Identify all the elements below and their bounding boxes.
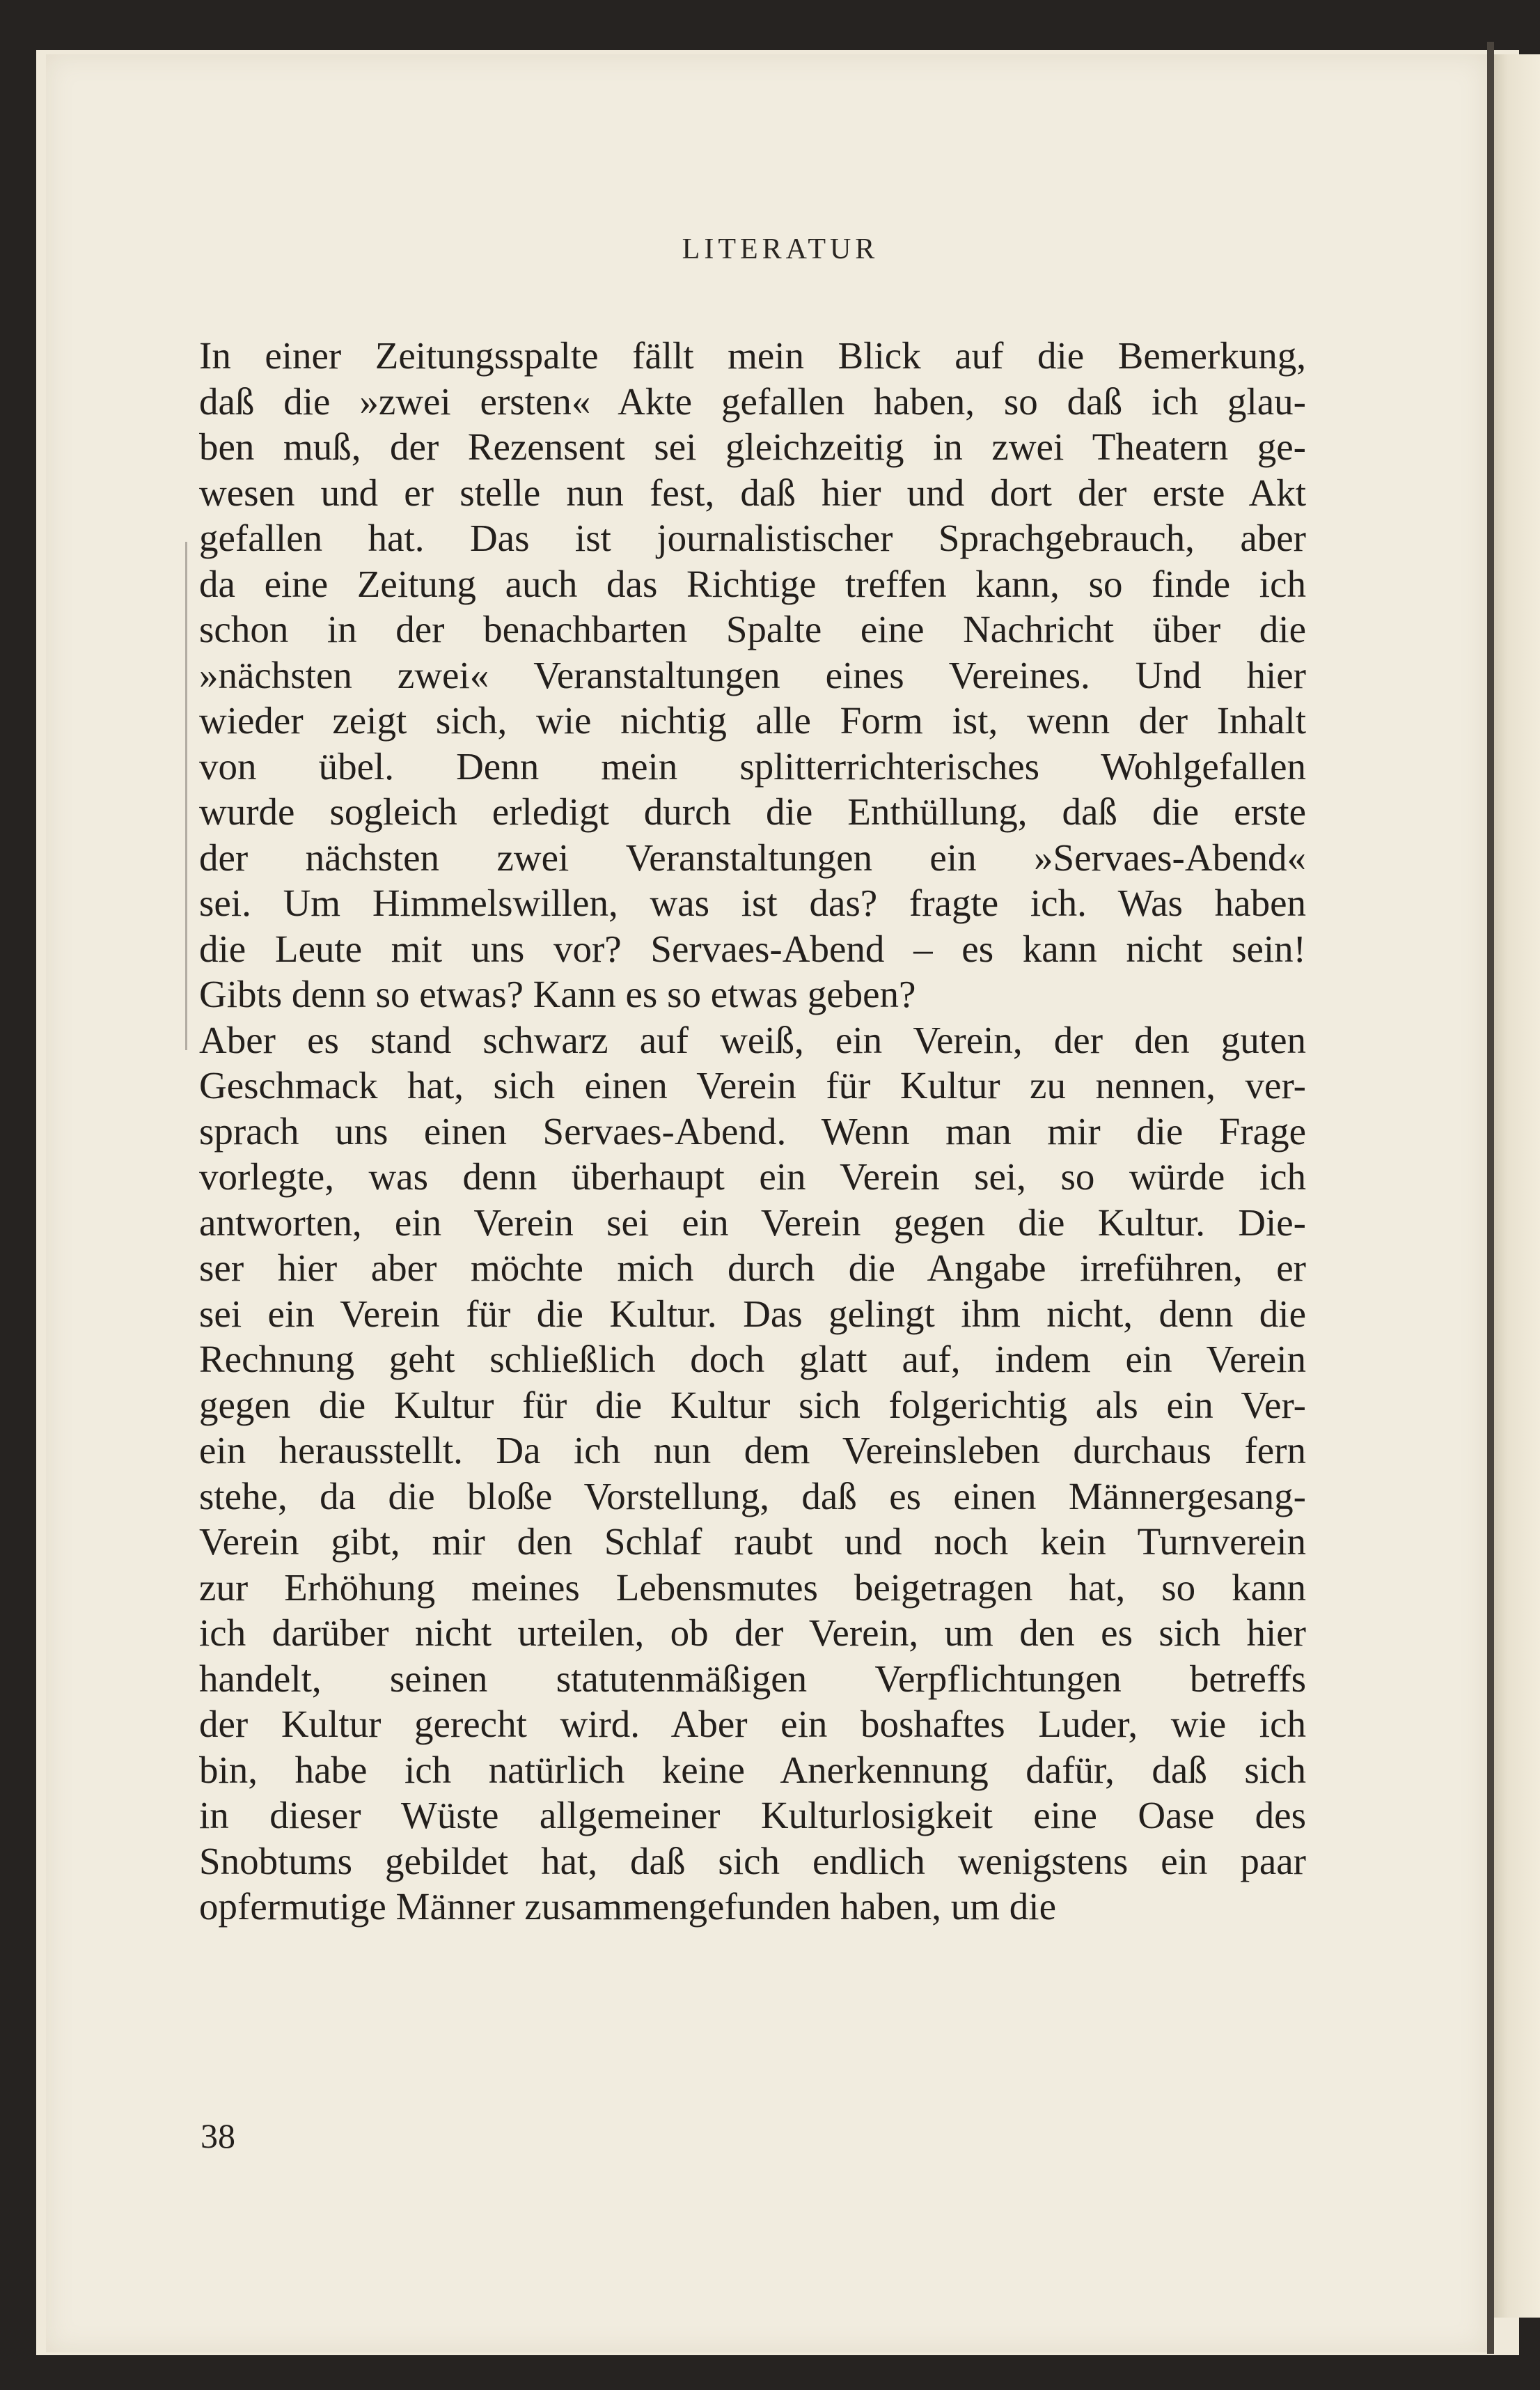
text-line: stehe, da die bloße Vorstellung, daß es einen Männergesang-: [199, 1474, 1306, 1517]
text-line: sprach uns einen Servaes-Abend. Wenn man mir die Frage: [199, 1109, 1306, 1153]
text-line: In einer Zeitungsspalte fällt mein Blick auf die Bemerkung,: [199, 334, 1306, 377]
text-line: wieder zeigt sich, wie nichtig alle Form ist, wenn der Inhalt: [199, 699, 1306, 742]
text-line: gegen die Kultur für die Kultur sich folgerichtig als ein Ver-: [199, 1383, 1306, 1426]
margin-pencil-mark: [185, 542, 187, 1050]
text-line: daß die »zwei ersten« Akte gefallen haben, so daß ich glau-: [199, 380, 1306, 423]
text-line: Verein gibt, mir den Schlaf raubt und noch kein Turnverein: [199, 1520, 1306, 1563]
text-line: schon in der benachbarten Spalte eine Nachricht über die: [199, 608, 1306, 650]
running-head: LITERATUR: [682, 233, 879, 265]
text-line: handelt, seinen statutenmäßigen Verpflichtungen betreffs: [199, 1657, 1306, 1700]
text-line: ein herausstellt. Da ich nun dem Vereinsleben durchaus fern: [199, 1429, 1306, 1471]
text-line: vorlegte, was denn überhaupt ein Verein sei, so würde ich: [199, 1155, 1306, 1198]
text-line: Snobtums gebildet hat, daß sich endlich wenigstens ein paar: [199, 1839, 1306, 1882]
text-line: »nächsten zwei« Veranstaltungen eines Vereines. Und hier: [199, 653, 1306, 696]
text-line: zur Erhöhung meines Lebensmutes beigetragen hat, so kann: [199, 1565, 1306, 1609]
text-line: bin, habe ich natürlich keine Anerkennung dafür, daß sich: [199, 1748, 1306, 1791]
text-line: Geschmack hat, sich einen Verein für Kultur zu nennen, ver-: [199, 1064, 1306, 1107]
text-line: gefallen hat. Das ist journalistischer Sprachgebrauch, aber: [199, 517, 1306, 559]
text-line: Rechnung geht schließlich doch glatt auf, indem ein Verein: [199, 1338, 1306, 1380]
text-line: da eine Zeitung auch das Richtige treffen kann, so finde ich: [199, 562, 1306, 605]
text-line: in dieser Wüste allgemeiner Kulturlosigkeit eine Oase des: [199, 1794, 1306, 1836]
text-line: antworten, ein Verein sei ein Verein gegen die Kultur. Die-: [199, 1201, 1306, 1244]
text-line: ich darüber nicht urteilen, ob der Verein, um den es sich hier: [199, 1611, 1306, 1654]
text-line: Gibts denn so etwas? Kann es so etwas geben?: [199, 973, 916, 1015]
text-line: ser hier aber möchte mich durch die Angabe irreführen, er: [199, 1247, 1306, 1289]
text-line: ben muß, der Rezensent sei gleichzeitig in zwei Theatern ge-: [199, 425, 1306, 468]
page-gap: [1487, 42, 1494, 2354]
text-line: wurde sogleich erledigt durch die Enthüllung, daß die erste: [199, 790, 1306, 833]
book-page: [46, 54, 1487, 2352]
text-line: opfermutige Männer zusammengefunden haben, um die: [199, 1885, 1056, 1928]
text-line: die Leute mit uns vor? Servaes-Abend – es kann nicht sein!: [199, 927, 1306, 970]
text-line: sei. Um Himmelswillen, was ist das? fragte ich. Was haben: [199, 882, 1306, 924]
text-line: sei ein Verein für die Kultur. Das gelingt ihm nicht, denn die: [199, 1292, 1306, 1335]
text-line: von übel. Denn mein splitterrichterisches Wohlgefallen: [199, 744, 1306, 788]
text-line: Aber es stand schwarz auf weiß, ein Verein, der den guten: [199, 1018, 1306, 1061]
text-line: der nächsten zwei Veranstaltungen ein »Servaes-Abend«: [199, 836, 1306, 879]
body-text: [199, 333, 1306, 1930]
page-number: 38: [201, 2116, 235, 2155]
text-line: wesen und er stelle nun fest, daß hier und dort der erste Akt: [199, 471, 1306, 514]
text-line: der Kultur gerecht wird. Aber ein boshaftes Luder, wie ich: [199, 1703, 1306, 1745]
